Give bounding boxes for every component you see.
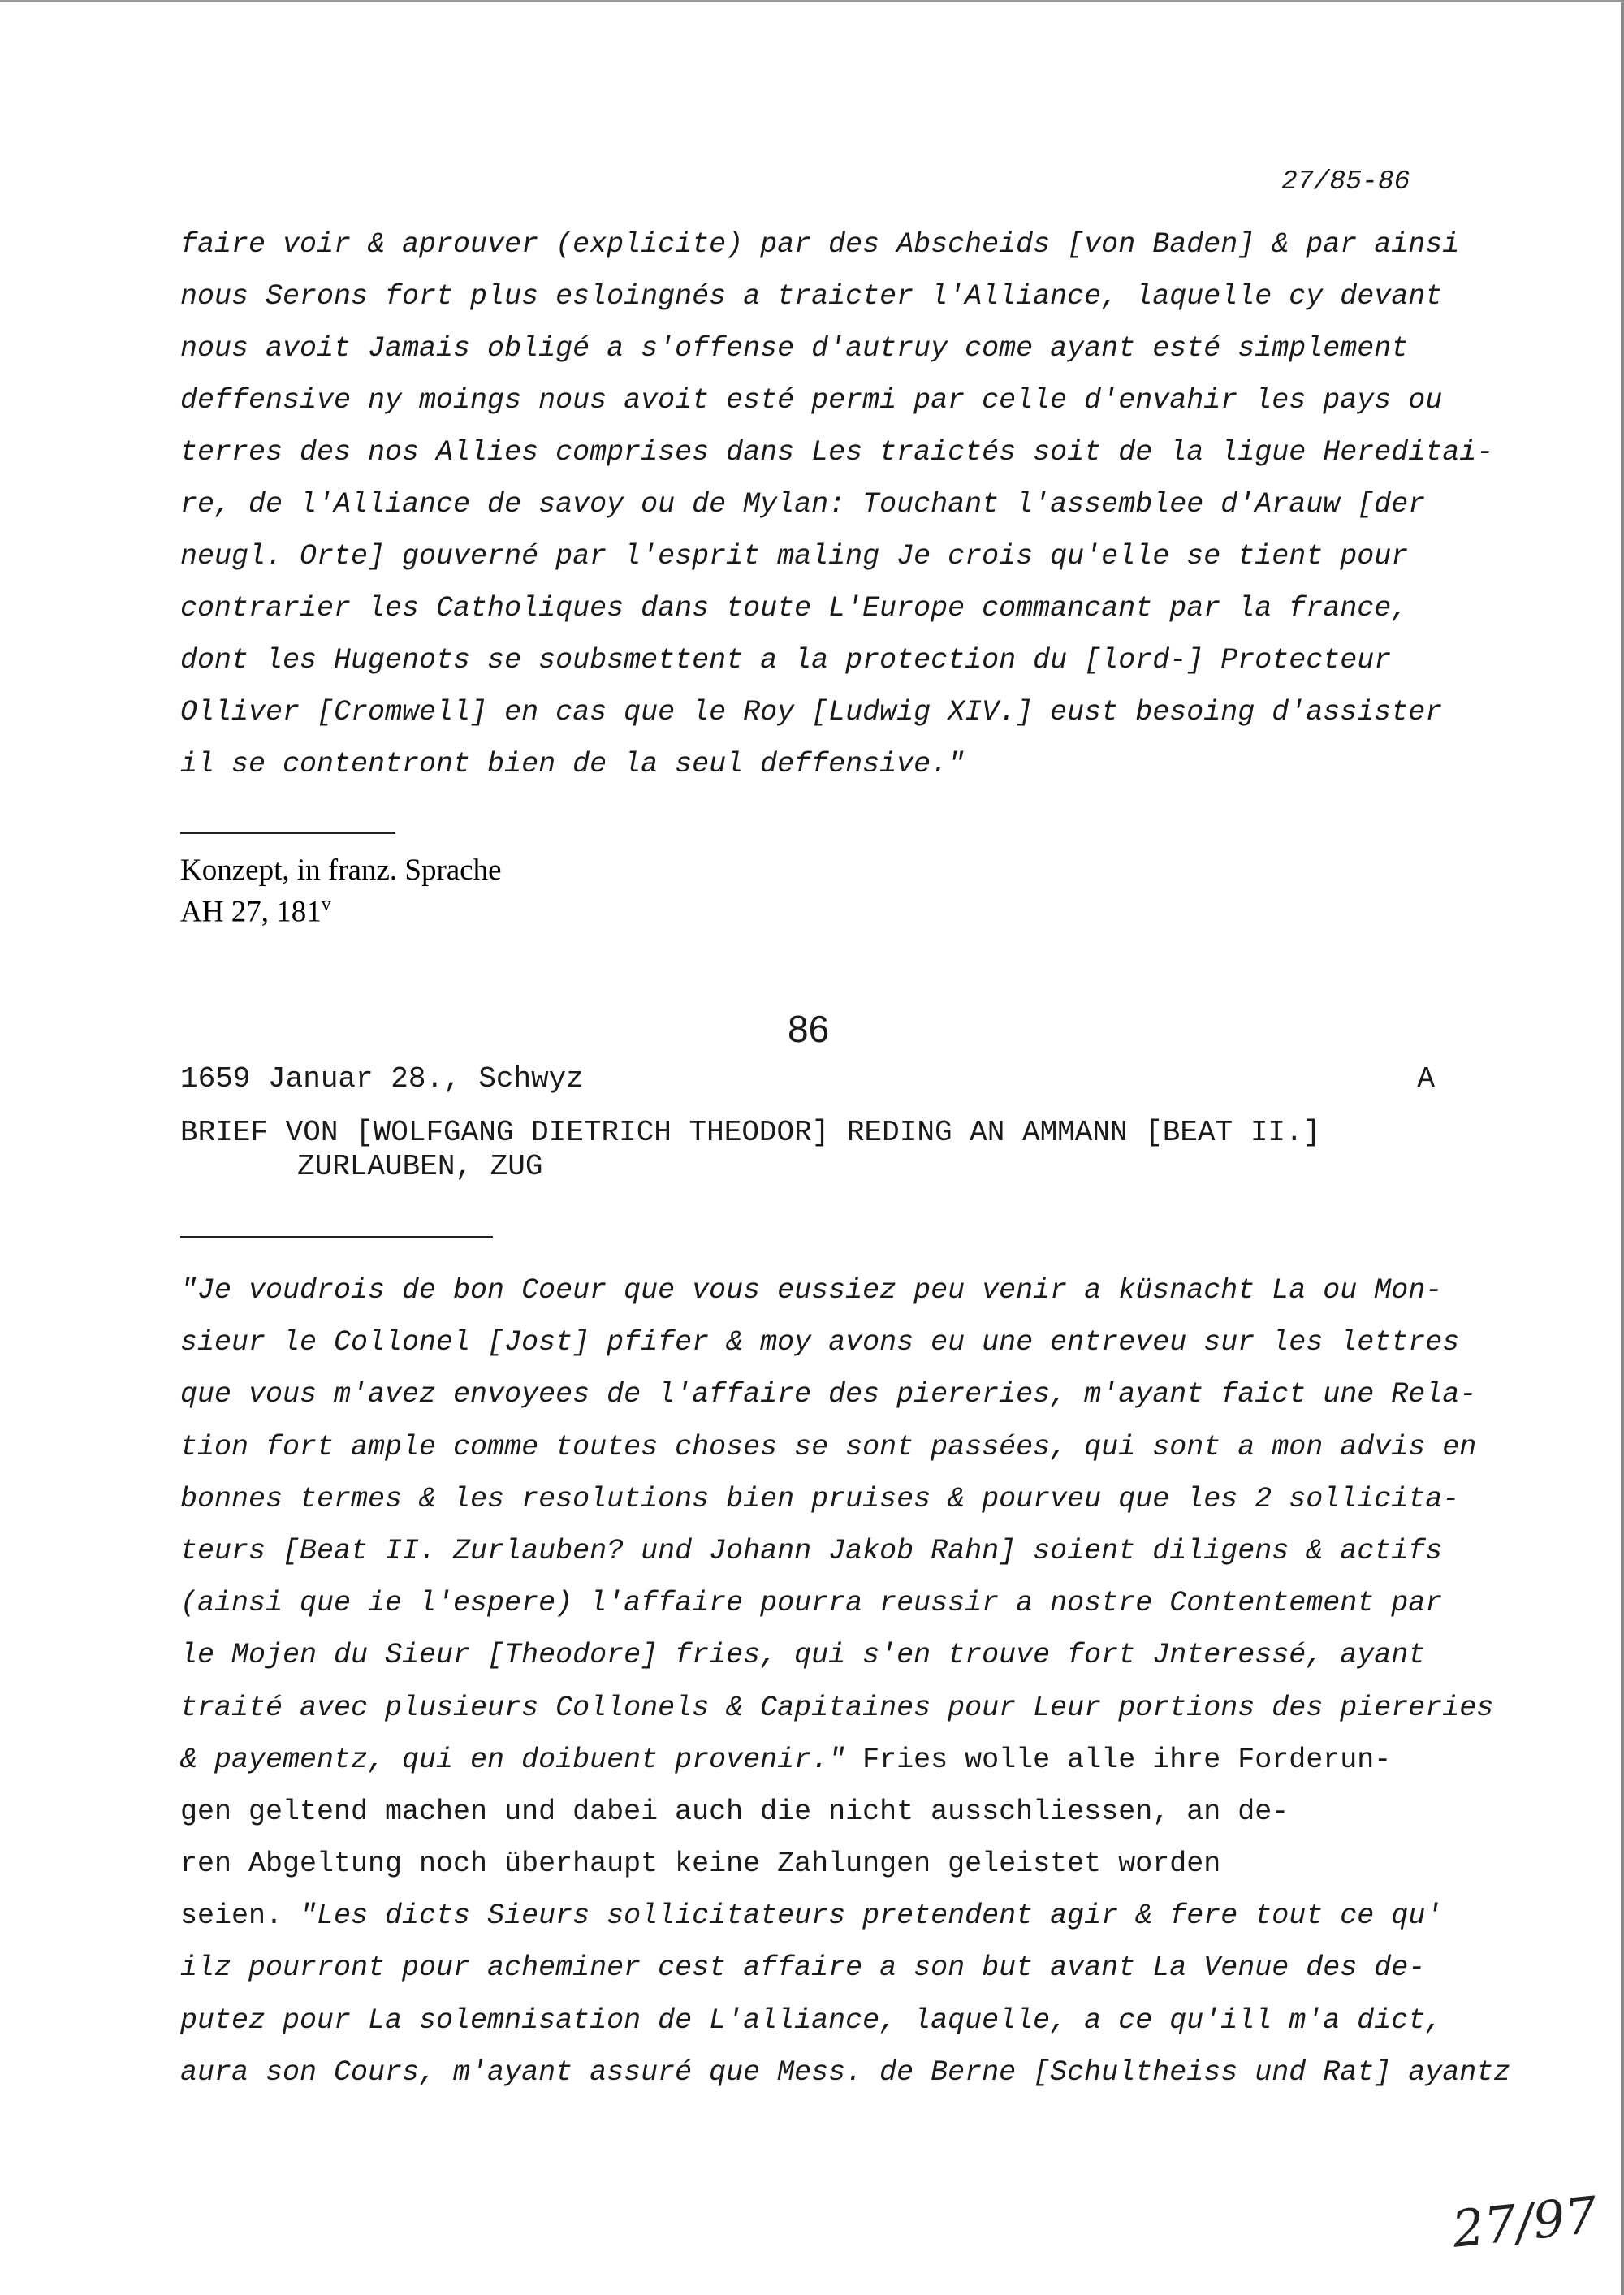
text-line: teurs [Beat II. Zurlauben? und Johann Jakob Rahn] soient diligens & actifs [180, 1534, 1443, 1567]
summary-segment: Fries wolle alle ihre Forderun- [845, 1743, 1392, 1776]
text-line: gen geltend machen und dabei auch die nicht ausschliessen, an de- [180, 1795, 1289, 1828]
page-reference: 27/85-86 [1281, 166, 1410, 197]
text-line [180, 1734, 1463, 1786]
text-line: ilz pourront pour acheminer cest affaire a son but avant La Venue des de- [180, 1951, 1426, 1985]
text-line: faire voir & aprouver (explicite) par des Abscheids [von Baden] & par ainsi [180, 228, 1460, 261]
text-line: deffensive ny moings nous avoit esté permi par celle d'envahir les pays ou [180, 384, 1443, 417]
text-line: il se contentront bien de la seul deffensive." [180, 748, 965, 780]
footnote-rule [180, 832, 395, 834]
text-line: le Mojen du Sieur [Theodore] fries, qui s'en trouve fort Jnteressé, ayant [180, 1639, 1426, 1672]
text-line [180, 1890, 1463, 1942]
title-rule [180, 1236, 493, 1238]
summary-segment: seien. [180, 1900, 300, 1933]
scan-edge-top [0, 0, 1624, 2]
text-line: sieur le Collonel [Jost] pfifer & moy avons eu une entreveu sur les lettres [180, 1326, 1460, 1359]
text-line: terres des nos Allies comprises dans Les traictés soit de la ligue Hereditai- [180, 436, 1494, 469]
continued-letter-text [180, 218, 1494, 790]
source-note-archive: AH 27, 181 [180, 895, 322, 929]
text-line: que vous m'avez envoyees de l'affaire des piereries, m'ayant faict une Rela- [180, 1378, 1477, 1411]
text-line: ren Abgeltung noch überhaupt keine Zahlungen geleistet worden [180, 1848, 1221, 1881]
document-type-code: A [1417, 1062, 1435, 1096]
text-line: "Je voudrois de bon Coeur que vous eussiez peu venir a küsnacht La ou Mon- [180, 1274, 1443, 1307]
letter-body [180, 1264, 1511, 2098]
text-line: bonnes termes & les resolutions bien pruises & pourveu que les 2 sollicita- [180, 1482, 1460, 1515]
text-line: tion fort ample comme toutes choses se sont passées, qui sont a mon advis en [180, 1430, 1477, 1463]
text-line: putez pour La solemnisation de L'alliance, laquelle, a ce qu'ill m'a dict, [180, 2003, 1443, 2037]
text-line: contrarier les Catholiques dans toute L'Europe commancant par la france, [180, 592, 1409, 625]
document-title [180, 1116, 1320, 1184]
date-place-line [180, 1062, 1435, 1096]
text-line: (ainsi que ie l'espere) l'affaire pourra reussir a nostre Contentement par [180, 1587, 1443, 1620]
date-place: 1659 Januar 28., Schwyz [180, 1062, 584, 1096]
scan-edge-right [1621, 0, 1624, 2295]
source-note-line: Konzept, in franz. Sprache [180, 854, 502, 887]
text-line: Olliver [Cromwell] en cas que le Roy [Ludwig XIV.] eust besoing d'assister [180, 696, 1443, 728]
text-line: neugl. Orte] gouverné par l'esprit maling Je crois qu'elle se tient pour [180, 540, 1409, 573]
source-note-ref [180, 888, 502, 929]
text-line: traité avec plusieurs Collonels & Capitaines pour Leur portions des piereries [180, 1691, 1494, 1724]
source-note [180, 854, 502, 929]
folio-text: 27/97 [1449, 2185, 1600, 2259]
quote-segment: "Les dicts Sieurs sollicitateurs pretendent agir & fere tout ce qu' [300, 1900, 1443, 1933]
text-line: aura son Cours, m'ayant assuré que Mess. de Berne [Schultheiss und Rat] ayantz [180, 2055, 1511, 2089]
quote-segment: & payementz, qui en doibuent provenir." [180, 1743, 846, 1776]
title-line: ZURLAUBEN, ZUG [297, 1150, 543, 1183]
text-line: nous Serons fort plus esloingnés a traicter l'Alliance, laquelle cy devant [180, 280, 1443, 313]
text-line: dont les Hugenots se soubsmettent a la protection du [lord-] Protecteur [180, 644, 1392, 676]
title-line: BRIEF VON [WOLFGANG DIETRICH THEODOR] REDING AN AMMANN [BEAT II.] [180, 1116, 1321, 1149]
document-number: 86 [788, 1008, 830, 1050]
handwritten-folio-number [1445, 2185, 1600, 2259]
text-line: re, de l'Alliance de savoy ou de Mylan: Touchant l'assemblee d'Arauw [der [180, 488, 1426, 521]
source-note-superscript: v [321, 894, 331, 915]
text-line: nous avoit Jamais obligé a s'offense d'autruy come ayant esté simplement [180, 332, 1409, 365]
